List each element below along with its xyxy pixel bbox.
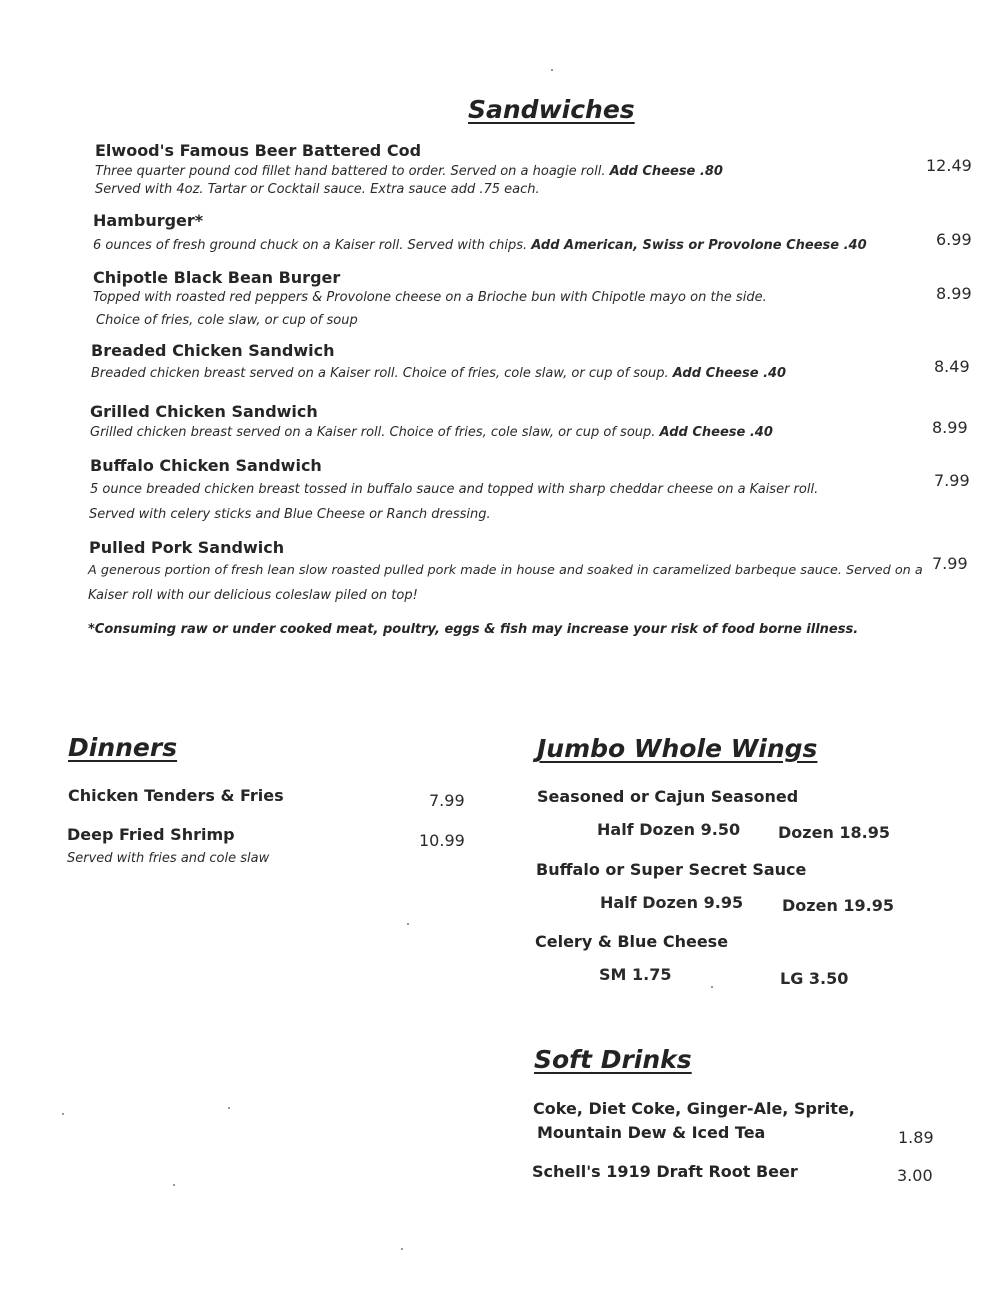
menu-item-name: Elwood's Famous Beer Battered Cod [95, 141, 422, 160]
menu-item-desc: Three quarter pound cod fillet hand battered to order. Served on a hoagie roll. Add Cheese .80 [95, 164, 723, 179]
wings-option: Dozen 18.95 [778, 823, 891, 842]
menu-item-desc: Served with fries and cole slaw [67, 851, 270, 866]
menu-item-desc: Served with celery sticks and Blue Cheese or Ranch dressing. [89, 507, 491, 522]
wings-option: LG 3.50 [780, 969, 849, 988]
menu-item-desc: Choice of fries, cole slaw, or cup of soup [96, 313, 358, 328]
dinners-heading: Dinners [68, 733, 178, 762]
menu-item-name: Schell's 1919 Draft Root Beer [532, 1162, 798, 1181]
wings-heading: Jumbo Whole Wings [537, 734, 818, 763]
menu-item-name: Buffalo Chicken Sandwich [90, 456, 322, 475]
menu-item-price: 3.00 [897, 1166, 933, 1185]
menu-item-desc: 5 ounce breaded chicken breast tossed in buffalo sauce and topped with sharp cheddar cheese on a Kaiser roll. [90, 482, 819, 497]
menu-item-desc: Served with 4oz. Tartar or Cocktail sauce. Extra sauce add .75 each. [95, 182, 540, 197]
menu-item-name: Pulled Pork Sandwich [89, 538, 285, 557]
menu-item-price: 8.99 [936, 284, 972, 303]
menu-item-price: 10.99 [419, 831, 465, 850]
menu-item-name: Coke, Diet Coke, Ginger-Ale, Sprite, [533, 1099, 855, 1118]
wings-option: SM 1.75 [599, 965, 672, 984]
wings-option: Dozen 19.95 [782, 896, 895, 915]
menu-item-name: Mountain Dew & Iced Tea [537, 1123, 766, 1142]
scan-speck [173, 1184, 175, 1186]
wings-group-name: Buffalo or Super Secret Sauce [536, 860, 807, 879]
menu-item-desc: A generous portion of fresh lean slow roasted pulled pork made in house and soaked in caramelized barbeque sauce. Served on a [88, 563, 923, 578]
wings-group-name: Seasoned or Cajun Seasoned [537, 787, 799, 806]
menu-item-price: 1.89 [898, 1128, 934, 1147]
menu-item-price: 7.99 [429, 791, 465, 810]
scan-speck [551, 69, 553, 71]
food-safety-note: *Consuming raw or under cooked meat, poultry, eggs & fish may increase your risk of food borne illness. [88, 622, 859, 637]
menu-item-price: 12.49 [926, 156, 972, 175]
menu-item-name: Chipotle Black Bean Burger [93, 268, 341, 287]
menu-item-price: 7.99 [932, 554, 968, 573]
wings-option: Half Dozen 9.50 [597, 820, 741, 839]
menu-item-desc: 6 ounces of fresh ground chuck on a Kaiser roll. Served with chips. Add American, Swiss or Provolone Cheese .40 [93, 238, 867, 253]
sandwiches-heading: Sandwiches [468, 95, 635, 124]
scan-speck [62, 1113, 64, 1115]
menu-item-name: Breaded Chicken Sandwich [91, 341, 335, 360]
menu-item-desc: Kaiser roll with our delicious coleslaw piled on top! [88, 588, 418, 603]
drinks-heading: Soft Drinks [534, 1045, 692, 1074]
menu-item-desc: Grilled chicken breast served on a Kaiser roll. Choice of fries, cole slaw, or cup of soup. Add Cheese .40 [90, 425, 773, 440]
menu-item-price: 7.99 [934, 471, 970, 490]
wings-group-name: Celery & Blue Cheese [535, 932, 729, 951]
menu-item-name: Deep Fried Shrimp [67, 825, 235, 844]
scan-speck [407, 923, 409, 925]
menu-item-name: Chicken Tenders & Fries [68, 786, 284, 805]
menu-item-desc: Topped with roasted red peppers & Provolone cheese on a Brioche bun with Chipotle mayo on the side. [93, 290, 767, 305]
menu-item-name: Grilled Chicken Sandwich [90, 402, 318, 421]
scan-speck [711, 986, 713, 988]
wings-option: Half Dozen 9.95 [600, 893, 744, 912]
menu-item-price: 8.49 [934, 357, 970, 376]
menu-item-name: Hamburger* [93, 211, 204, 230]
menu-item-price: 8.99 [932, 418, 968, 437]
scan-speck [228, 1107, 230, 1109]
menu-item-price: 6.99 [936, 230, 972, 249]
menu-item-desc: Breaded chicken breast served on a Kaiser roll. Choice of fries, cole slaw, or cup of soup. Add Cheese .40 [91, 366, 787, 381]
scan-speck [401, 1248, 403, 1250]
